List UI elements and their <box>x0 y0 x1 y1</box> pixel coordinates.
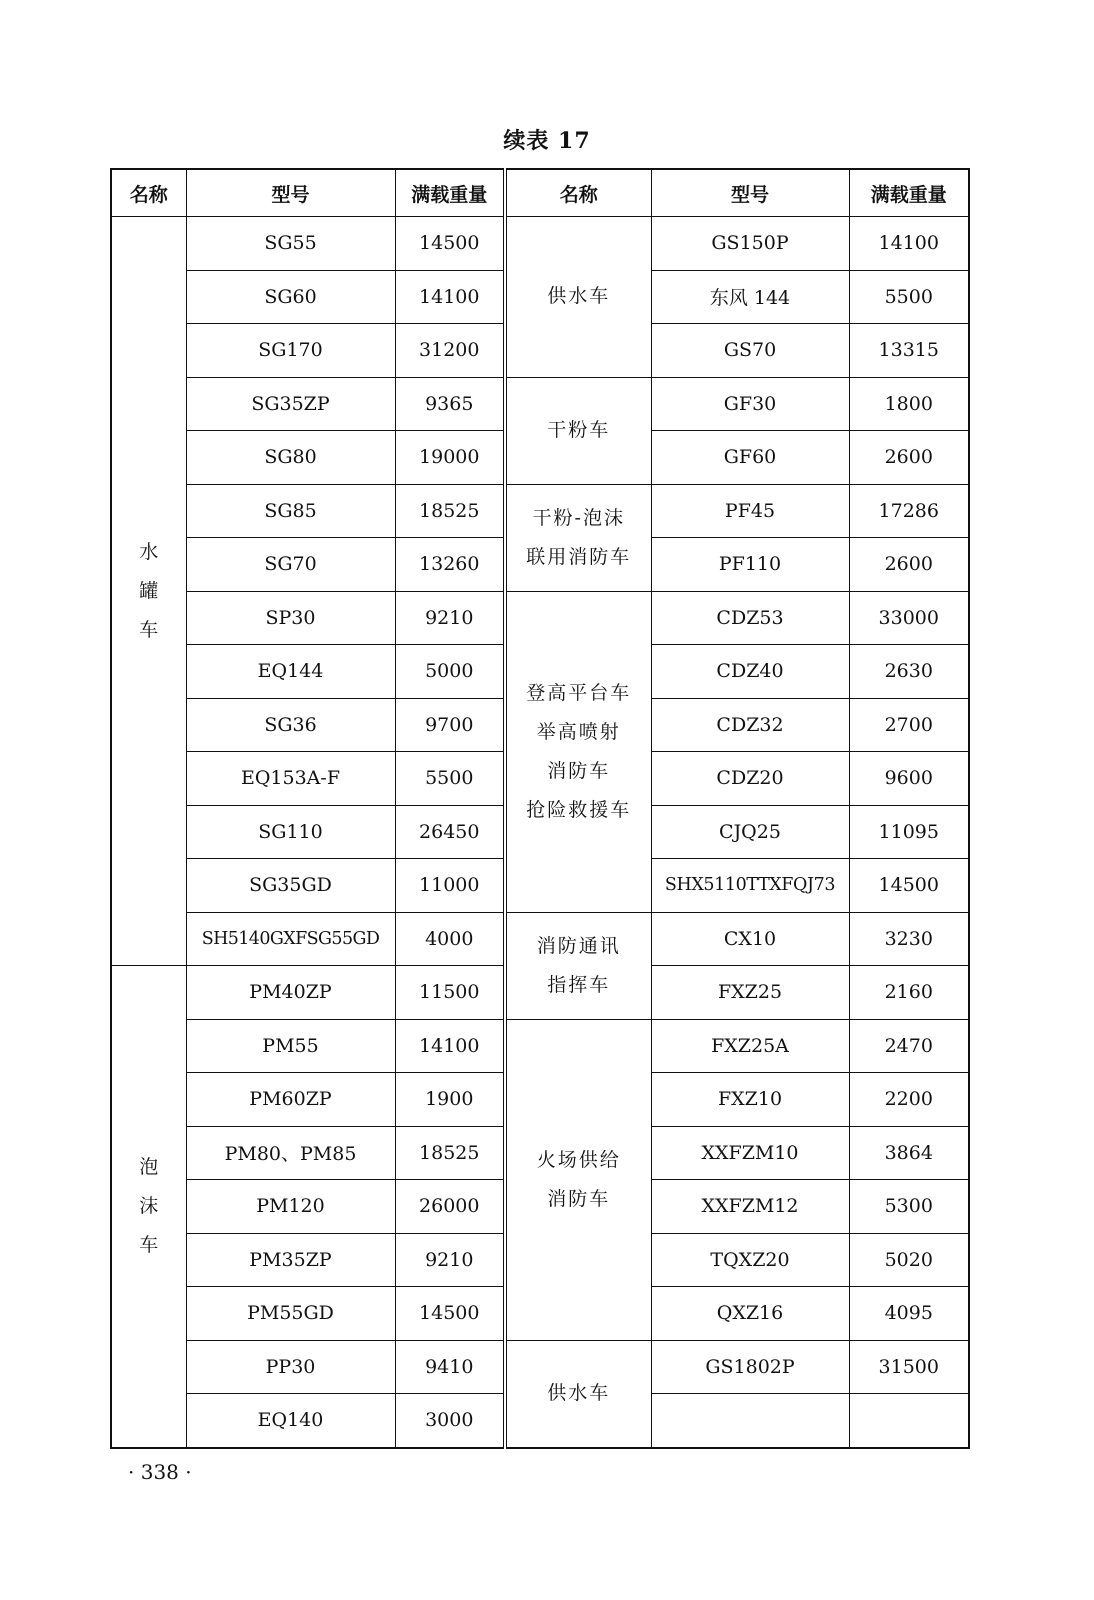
right-model-cell: GS1802P <box>651 1340 849 1394</box>
right-load-cell: 14500 <box>849 859 969 913</box>
right-load-cell: 31500 <box>849 1340 969 1394</box>
category-line: 消防车 <box>547 1187 611 1210</box>
category-line: 联用消防车 <box>526 545 632 568</box>
left-load-cell: 5500 <box>395 752 505 806</box>
left-load-cell: 19000 <box>395 431 505 485</box>
left-load-cell: 14500 <box>395 1287 505 1341</box>
category-char: 车 <box>139 1233 159 1256</box>
right-category-cell <box>505 912 651 1019</box>
category-char: 罐 <box>139 579 159 602</box>
right-load-cell: 2200 <box>849 1073 969 1127</box>
right-model-cell: CDZ40 <box>651 645 849 699</box>
right-model-cell: GS150P <box>651 217 849 271</box>
left-load-cell: 11000 <box>395 859 505 913</box>
right-model-cell: XXFZM10 <box>651 1126 849 1180</box>
header-name-left: 名称 <box>111 169 186 217</box>
left-load-cell: 26000 <box>395 1180 505 1234</box>
right-load-cell: 2600 <box>849 431 969 485</box>
category-line: 指挥车 <box>547 973 611 996</box>
category-line: 消防通讯 <box>536 934 621 957</box>
right-load-cell: 1800 <box>849 377 969 431</box>
category-line: 干粉-泡沫 <box>532 506 625 529</box>
right-load-cell: 2700 <box>849 698 969 752</box>
right-load-cell: 2630 <box>849 645 969 699</box>
table-row <box>111 484 969 538</box>
category-line: 消防车 <box>547 759 611 782</box>
category-line: 举高喷射 <box>536 720 621 743</box>
header-row <box>111 169 969 217</box>
category-char: 水 <box>139 540 159 563</box>
left-model-cell: EQ153A-F <box>186 752 395 806</box>
table-body <box>111 169 969 1448</box>
table-row <box>111 1340 969 1394</box>
right-model-cell: GS70 <box>651 324 849 378</box>
category-char: 车 <box>139 618 159 641</box>
left-model-cell: SH5140GXFSG55GD <box>186 912 395 966</box>
table-row <box>111 377 969 431</box>
left-model-cell: SG85 <box>186 484 395 538</box>
left-load-cell: 9210 <box>395 1233 505 1287</box>
left-model-cell: SP30 <box>186 591 395 645</box>
right-model-cell: SHX5110TTXFQJ73 <box>651 859 849 913</box>
right-load-cell: 4095 <box>849 1287 969 1341</box>
header-model-right: 型号 <box>651 169 849 217</box>
left-model-cell: PM60ZP <box>186 1073 395 1127</box>
right-model-cell: FXZ25A <box>651 1019 849 1073</box>
left-model-cell: SG110 <box>186 805 395 859</box>
left-load-cell: 9700 <box>395 698 505 752</box>
left-load-cell: 26450 <box>395 805 505 859</box>
right-load-cell: 2600 <box>849 538 969 592</box>
page-number: · 338 · <box>128 1460 192 1484</box>
right-model-cell: GF60 <box>651 431 849 485</box>
left-load-cell: 14100 <box>395 270 505 324</box>
left-model-cell: SG36 <box>186 698 395 752</box>
left-model-cell: PP30 <box>186 1340 395 1394</box>
left-model-cell: SG55 <box>186 217 395 271</box>
left-load-cell: 18525 <box>395 484 505 538</box>
left-model-cell: PM55 <box>186 1019 395 1073</box>
right-model-cell: FXZ10 <box>651 1073 849 1127</box>
right-model-cell <box>651 1394 849 1448</box>
table-row <box>111 591 969 645</box>
left-load-cell: 14500 <box>395 217 505 271</box>
left-load-cell: 31200 <box>395 324 505 378</box>
right-model-cell: TQXZ20 <box>651 1233 849 1287</box>
table-row <box>111 217 969 271</box>
right-model-cell: PF110 <box>651 538 849 592</box>
right-model-cell: FXZ25 <box>651 966 849 1020</box>
right-load-cell: 11095 <box>849 805 969 859</box>
category-line: 供水车 <box>547 1382 611 1404</box>
left-load-cell: 1900 <box>395 1073 505 1127</box>
right-load-cell: 2470 <box>849 1019 969 1073</box>
category-line: 火场供给 <box>536 1148 621 1171</box>
left-model-cell: SG35GD <box>186 859 395 913</box>
table-row <box>111 1019 969 1073</box>
left-model-cell: EQ144 <box>186 645 395 699</box>
right-category-cell <box>505 1340 651 1448</box>
left-category-cell <box>111 966 186 1448</box>
left-model-cell: PM40ZP <box>186 966 395 1020</box>
left-load-cell: 9210 <box>395 591 505 645</box>
left-load-cell: 9410 <box>395 1340 505 1394</box>
right-load-cell: 33000 <box>849 591 969 645</box>
page-title: 续表 17 <box>503 128 591 154</box>
right-model-cell: CX10 <box>651 912 849 966</box>
table-row <box>111 912 969 966</box>
left-load-cell: 11500 <box>395 966 505 1020</box>
left-load-cell: 3000 <box>395 1394 505 1448</box>
left-load-cell: 4000 <box>395 912 505 966</box>
right-load-cell: 3230 <box>849 912 969 966</box>
category-line: 抢险救援车 <box>526 798 632 821</box>
right-load-cell: 14100 <box>849 217 969 271</box>
right-load-cell: 9600 <box>849 752 969 806</box>
category-line: 供水车 <box>547 285 611 308</box>
left-model-cell: PM120 <box>186 1180 395 1234</box>
right-load-cell: 5020 <box>849 1233 969 1287</box>
right-category-cell <box>505 377 651 484</box>
category-char: 泡 <box>139 1155 159 1178</box>
header-load-right: 满载重量 <box>849 169 969 217</box>
right-category-cell <box>505 1019 651 1340</box>
header-load-left: 满载重量 <box>395 169 505 217</box>
right-model-cell: CDZ20 <box>651 752 849 806</box>
left-model-cell: PM35ZP <box>186 1233 395 1287</box>
left-model-cell: SG60 <box>186 270 395 324</box>
right-load-cell: 5500 <box>849 270 969 324</box>
left-model-cell: SG170 <box>186 324 395 378</box>
right-load-cell: 5300 <box>849 1180 969 1234</box>
left-model-cell: PM80、PM85 <box>186 1126 395 1180</box>
right-category-cell <box>505 484 651 591</box>
right-model-cell: QXZ16 <box>651 1287 849 1341</box>
right-category-cell <box>505 217 651 378</box>
left-category-cell <box>111 217 186 966</box>
right-model-cell: PF45 <box>651 484 849 538</box>
left-model-cell: PM55GD <box>186 1287 395 1341</box>
left-load-cell: 5000 <box>395 645 505 699</box>
right-model-cell: CJQ25 <box>651 805 849 859</box>
right-model-cell: XXFZM12 <box>651 1180 849 1234</box>
category-char: 沫 <box>139 1194 159 1217</box>
right-model-cell: CDZ53 <box>651 591 849 645</box>
right-load-cell: 13315 <box>849 324 969 378</box>
header-name-right: 名称 <box>505 169 651 217</box>
header-model-left: 型号 <box>186 169 395 217</box>
left-model-cell: SG80 <box>186 431 395 485</box>
right-load-cell: 17286 <box>849 484 969 538</box>
left-model-cell: SG70 <box>186 538 395 592</box>
left-load-cell: 9365 <box>395 377 505 431</box>
vehicle-weight-table <box>110 168 970 1449</box>
left-model-cell: SG35ZP <box>186 377 395 431</box>
right-load-cell: 2160 <box>849 966 969 1020</box>
right-model-cell: CDZ32 <box>651 698 849 752</box>
right-load-cell: 3864 <box>849 1126 969 1180</box>
right-category-cell <box>505 591 651 912</box>
left-load-cell: 18525 <box>395 1126 505 1180</box>
right-model-cell: 东风 144 <box>651 270 849 324</box>
right-load-cell <box>849 1394 969 1448</box>
left-model-cell: EQ140 <box>186 1394 395 1448</box>
left-load-cell: 14100 <box>395 1019 505 1073</box>
right-model-cell: GF30 <box>651 377 849 431</box>
left-load-cell: 13260 <box>395 538 505 592</box>
category-line: 登高平台车 <box>526 681 632 704</box>
category-line: 干粉车 <box>547 419 611 441</box>
